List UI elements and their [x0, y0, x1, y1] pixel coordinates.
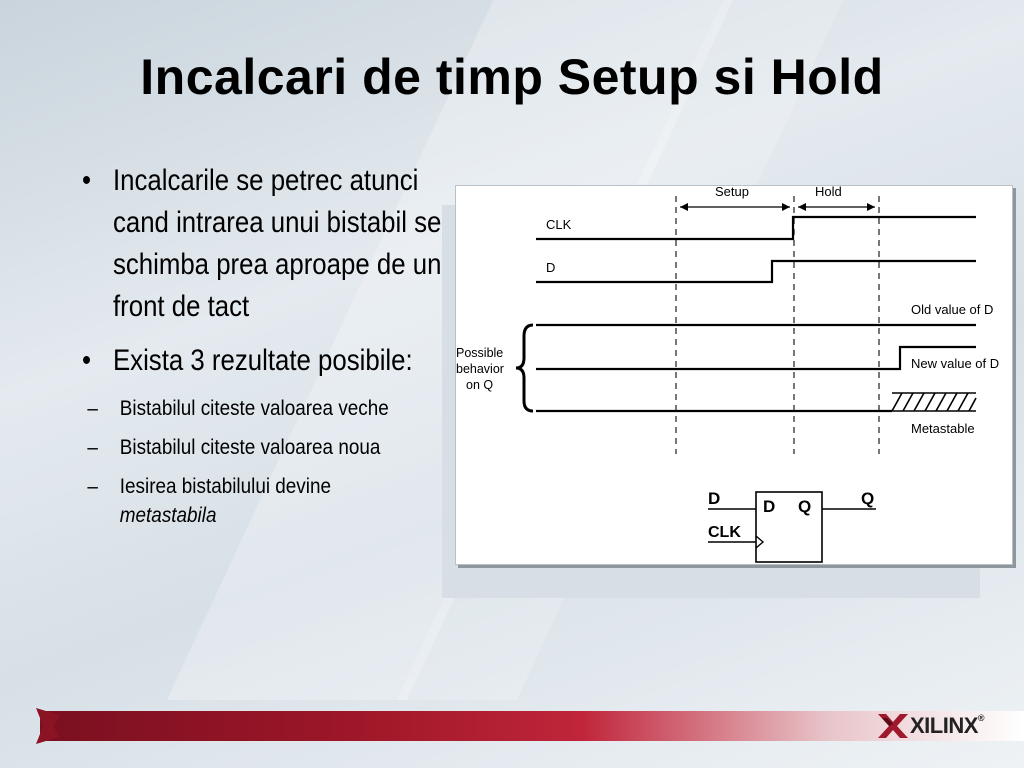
old-value-label: Old value of D — [911, 302, 994, 317]
metastable-hatch — [892, 393, 976, 411]
q-new-value-line — [536, 347, 976, 369]
dash-icon: – — [87, 475, 98, 498]
clk-waveform — [536, 217, 976, 239]
setup-arrow-head-left — [680, 203, 688, 211]
slide-title: Incalcari de timp Setup si Hold — [140, 49, 884, 105]
xilinx-logo-icon — [878, 714, 908, 738]
timing-diagram — [455, 185, 1013, 565]
footer-bar — [40, 711, 1024, 741]
new-value-label: New value of D — [911, 356, 1000, 371]
hold-label: Hold — [815, 186, 842, 199]
sub-bullet-text: Iesirea bistabilului devine — [119, 475, 331, 498]
sub-bullet-item — [46, 472, 430, 530]
bullet-icon: • — [82, 164, 92, 197]
sub-bullet-item — [46, 433, 430, 462]
possible-behavior-label: Possible — [456, 346, 504, 360]
bullet-text: Incalcarile se petrec atunci cand intrarea unui bistabil se schimba prea aproape de un front de tact — [112, 164, 442, 323]
sub-bullet-text: Bistabilul citeste valoarea noua — [119, 436, 381, 459]
logo-text: XILINX® — [910, 713, 985, 738]
setup-label: Setup — [715, 186, 749, 199]
d-waveform — [536, 261, 976, 282]
bullet-text: Exista 3 rezultate posibile: — [112, 344, 413, 377]
sub-bullet-text: Bistabilul citeste valoarea veche — [119, 397, 389, 420]
xilinx-logo — [878, 711, 984, 741]
timing-diagram-svg — [456, 186, 1012, 564]
ff-clk-input-label: CLK — [708, 524, 741, 541]
bullet-icon: • — [82, 344, 92, 377]
sub-bullet-item — [46, 394, 430, 423]
hold-arrow-head-right — [867, 203, 875, 211]
hold-arrow-head-left — [798, 203, 806, 211]
possible-behavior-label: on Q — [466, 378, 494, 392]
metastable-label: Metastable — [911, 421, 975, 436]
ff-d-port-label: D — [763, 497, 776, 516]
sub-bullet-italic-text: metastabila — [119, 504, 217, 527]
bullet-list — [82, 160, 447, 540]
ff-q-output-label: Q — [861, 489, 875, 508]
clk-signal-label: CLK — [546, 217, 572, 232]
bullet-item — [82, 340, 478, 382]
dash-icon: – — [87, 397, 98, 420]
brace-shape — [516, 325, 533, 411]
ff-q-port-label: Q — [798, 497, 812, 516]
d-signal-label: D — [546, 260, 556, 275]
bullet-item — [82, 160, 478, 328]
setup-arrow-head-right — [782, 203, 790, 211]
possible-behavior-label: behavior — [456, 362, 504, 376]
ff-d-input-label: D — [708, 489, 721, 508]
dash-icon: – — [87, 436, 98, 459]
